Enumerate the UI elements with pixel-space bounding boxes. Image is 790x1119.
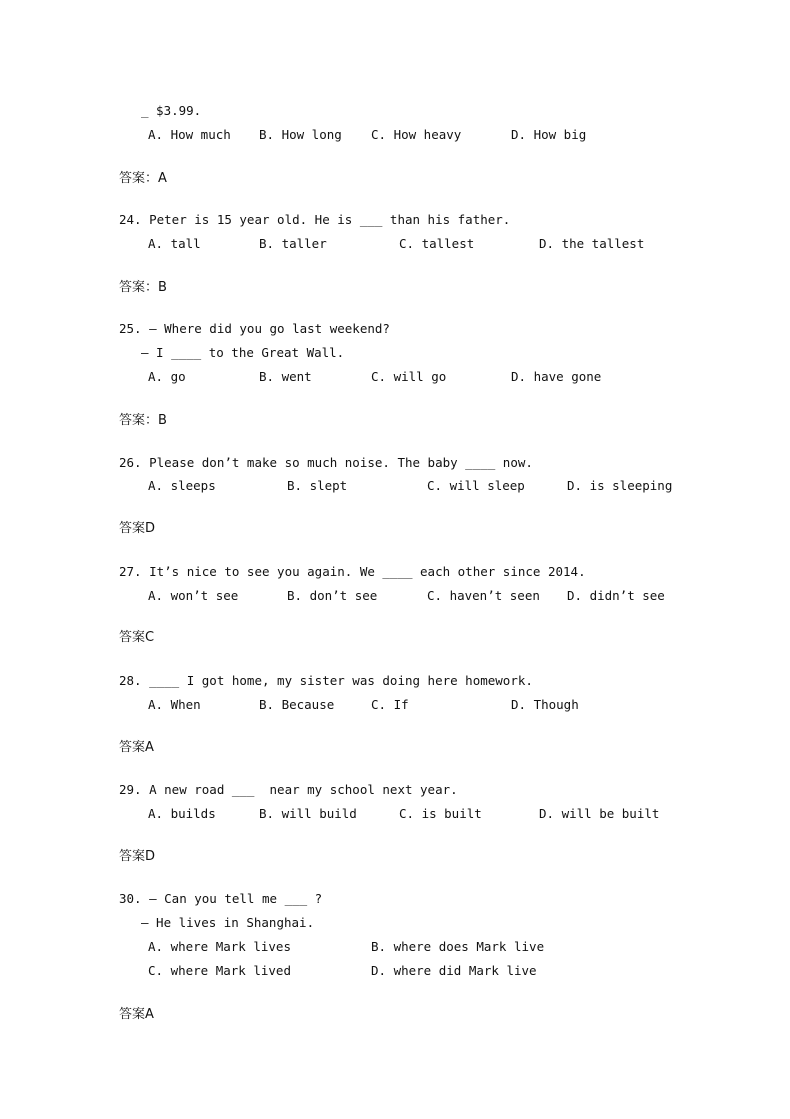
option-c: C. will sleep [427, 478, 525, 493]
answer-25: 答案：B [119, 413, 167, 428]
answer-26: 答案D [119, 521, 156, 536]
option-b: B. will build [259, 806, 357, 821]
question-24: 24. Peter is 15 year old. He is ___ than his father. [119, 212, 511, 227]
question-30-reply: – He lives in Shanghai. [141, 915, 315, 930]
option-b: B. How long [259, 127, 342, 142]
option-d: D. didn’t see [567, 588, 665, 603]
option-d: D. will be built [539, 806, 660, 821]
option-a: A. sleeps [148, 478, 216, 493]
option-d: D. the tallest [539, 236, 645, 251]
question-23-continuation: _ $3.99. [141, 103, 202, 118]
option-d: D. Though [511, 697, 579, 712]
answer-24: 答案：B [119, 280, 167, 295]
option-d: D. is sleeping [567, 478, 673, 493]
option-b: B. taller [259, 236, 327, 251]
option-c: C. How heavy [371, 127, 462, 142]
option-a: A. go [148, 369, 186, 384]
option-b: B. don’t see [287, 588, 378, 603]
option-a: A. where Mark lives [148, 939, 291, 954]
option-b: B. Because [259, 697, 335, 712]
question-25: 25. – Where did you go last weekend? [119, 321, 390, 336]
option-c: C. haven’t seen [427, 588, 540, 603]
option-a: A. When [148, 697, 201, 712]
question-29: 29. A new road ___ near my school next year. [119, 782, 458, 797]
option-d: D. where did Mark live [371, 963, 537, 978]
option-b: B. slept [287, 478, 348, 493]
option-b: B. where does Mark live [371, 939, 545, 954]
answer-27: 答案C [119, 630, 155, 645]
option-c: C. If [371, 697, 409, 712]
option-b: B. went [259, 369, 312, 384]
option-a: A. won’t see [148, 588, 239, 603]
question-30: 30. – Can you tell me ___ ? [119, 891, 323, 906]
question-28: 28. ____ I got home, my sister was doing here homework. [119, 673, 533, 688]
question-27: 27. It’s nice to see you again. We ____ each other since 2014. [119, 564, 586, 579]
option-a: A. tall [148, 236, 201, 251]
answer-30: 答案A [119, 1007, 154, 1022]
option-c: C. tallest [399, 236, 475, 251]
option-c: C. will go [371, 369, 447, 384]
question-25-reply: – I ____ to the Great Wall. [141, 345, 345, 360]
question-26: 26. Please don’t make so much noise. The baby ____ now. [119, 455, 533, 470]
answer-29: 答案D [119, 849, 156, 864]
option-c: C. where Mark lived [148, 963, 291, 978]
answer-23: 答案：A [119, 171, 167, 186]
option-c: C. is built [399, 806, 482, 821]
option-d: D. How big [511, 127, 587, 142]
answer-28: 答案A [119, 740, 154, 755]
option-a: A. How much [148, 127, 231, 142]
option-a: A. builds [148, 806, 216, 821]
option-d: D. have gone [511, 369, 602, 384]
